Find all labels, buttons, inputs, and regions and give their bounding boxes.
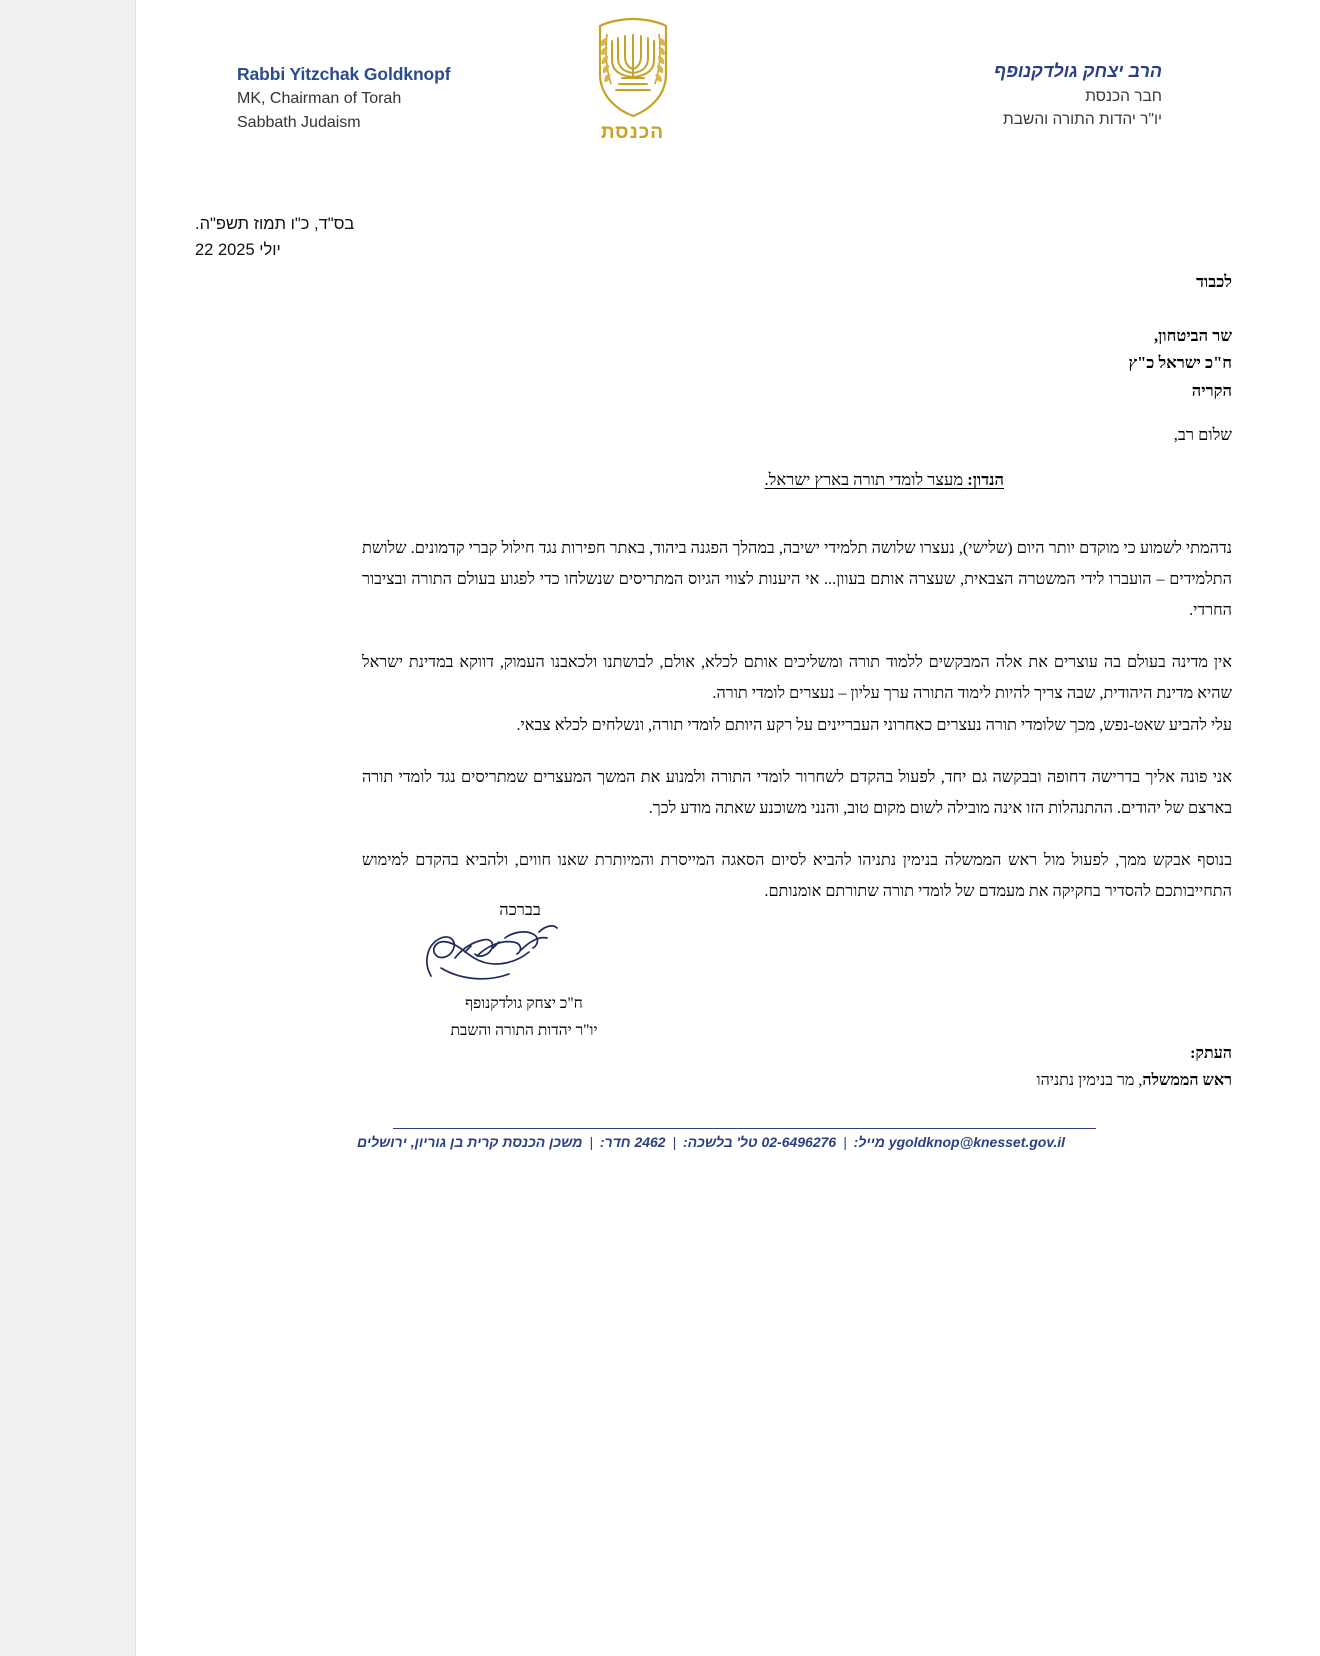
signature-block — [409, 900, 639, 1044]
subject-text: מעצר לומדי תורה בארץ ישראל. — [764, 470, 964, 489]
footer-email-value[interactable]: ygoldknop@knesset.gov.il — [888, 1134, 1066, 1150]
addressee-line-1: שר הביטחון, — [1154, 325, 1232, 345]
footer-separator: | — [843, 1134, 847, 1150]
subject-label: הנדון: — [967, 470, 1004, 489]
cc-label: העתק: — [1190, 1045, 1232, 1062]
letterhead-role-hebrew-line1: חבר הכנסת — [1085, 88, 1162, 105]
knesset-emblem — [580, 16, 685, 146]
body-paragraph: נדהמתי לשמוע כי מוקדם יותר היום (שלישי), נעצרו שלושה תלמידי ישיבה, במהלך הפגנה ביהוד, באתר חפירות נגד חילול קברי קדמונים. שלושת התלמידים – הועברו לידי המשטרה הצבאית, שעצרה אותם בעוון... אי היענות לצווי הגיוס המתריסים שנשלחו כדי לפגוע בעולם התורה ובציבור החרדי. — [362, 539, 1232, 620]
body-paragraph: בנוסף אבקש ממך, לפעול מול ראש הממשלה בנימין נתניהו להביא לסיום הסאגה המייסרת והמיותרת שאנו חווים, ולהביא בהקדם למימוש התחייבותכם להסדיר בחקיקה את מעמדם של לומדי תורה שתורתם אומנותם. — [362, 850, 1232, 900]
greeting-line: שלום רב, — [1173, 425, 1232, 444]
signature-name-line1: ח"כ יצחק גולדקנופף — [465, 995, 583, 1012]
addressee-block — [1129, 268, 1233, 405]
emblem-caption: הכנסת — [600, 122, 665, 143]
letter-body — [362, 533, 1232, 907]
page-left-gutter — [0, 0, 136, 1656]
footer-email-label: מייל: — [853, 1134, 885, 1150]
cc-recipient — [1036, 1067, 1232, 1094]
cc-recipient-title: ראש הממשלה — [1142, 1072, 1232, 1090]
footer-contact-bar — [357, 1134, 1232, 1150]
footer-phone-label: טל' בלשכה: — [683, 1134, 758, 1150]
footer-address: משכן הכנסת קרית בן גוריון, ירושלים — [357, 1134, 583, 1150]
signature-regards: בברכה — [499, 900, 541, 919]
cc-recipient-name: , מר בנימין נתניהו — [1036, 1072, 1143, 1090]
addressee-line-3: הקריה — [1191, 381, 1232, 401]
letterhead-role-english-line1: MK, Chairman of Torah — [237, 90, 402, 108]
footer-phone-value[interactable]: 02-6496276 — [761, 1134, 837, 1150]
footer-separator: | — [672, 1134, 677, 1150]
footer-separator: | — [589, 1134, 593, 1150]
letterhead — [137, 0, 1320, 175]
letterhead-name-hebrew: הרב יצחק גולדקנופף — [994, 61, 1162, 81]
signature-name-line2: יו"ר יהדות התורה והשבת — [450, 1021, 598, 1039]
hebrew-date: בס"ד, כ"ו תמוז תשפ"ה. — [195, 215, 355, 233]
cc-block — [1036, 1040, 1232, 1094]
letterhead-role-hebrew-line2: יו"ר יהדות התורה והשבת — [1003, 111, 1162, 129]
body-paragraph: אני פונה אליך בדרישה דחופה ובבקשה גם יחד, לפעול בהקדם לשחרור לומדי התורה ולמנוע את המשך המעצרים שמתריסים נגד לומדי תורה בארצם של יהודים. ההתנהלות הזו אינה מובילה לשום מקום טוב, והנני משוכנע שאתה מודע לכך. — [362, 767, 1232, 817]
letterhead-role-english-line2: Sabbath Judaism — [237, 113, 361, 131]
letterhead-name-english: Rabbi Yitzchak Goldknopf — [237, 64, 451, 84]
footer-divider — [393, 1128, 1096, 1129]
body-paragraph: אין מדינה בעולם בה עוצרים את אלה המבקשים ללמוד תורה ומשליכים אותם לכלא, אולם, לבושתנו ולכאבנו העמוק, דווקא במדינת ישראל שהיא מדינת היהודית, שבה צריך להיות לימוד התורה ערך עליון – נעצרים לומדי תורה. עלי להביע שאט-נפש, מכך שלומדי תורה נעצרים כאחרוני העבריינים על רקע היותם לומדי תורה, ונשלחים לכלא צבאי. — [362, 653, 1232, 734]
gregorian-date: 22 יולי 2025 — [195, 240, 281, 259]
letter-sheet — [137, 0, 1320, 1656]
footer-room-label: חדר: — [599, 1134, 631, 1150]
addressee-line-2: ח"כ ישראל כ"ץ — [1128, 353, 1232, 373]
addressee-salutation: לכבוד — [1196, 272, 1232, 291]
handwritten-signature-icon — [417, 918, 577, 988]
letterhead-english — [237, 62, 450, 134]
signature-mark-wrap — [409, 924, 639, 990]
letterhead-hebrew — [994, 58, 1162, 132]
footer-room-value: 2462 — [634, 1134, 666, 1150]
subject-line — [765, 470, 1005, 490]
date-block — [195, 212, 354, 263]
israel-state-emblem-menorah-icon — [589, 16, 677, 120]
